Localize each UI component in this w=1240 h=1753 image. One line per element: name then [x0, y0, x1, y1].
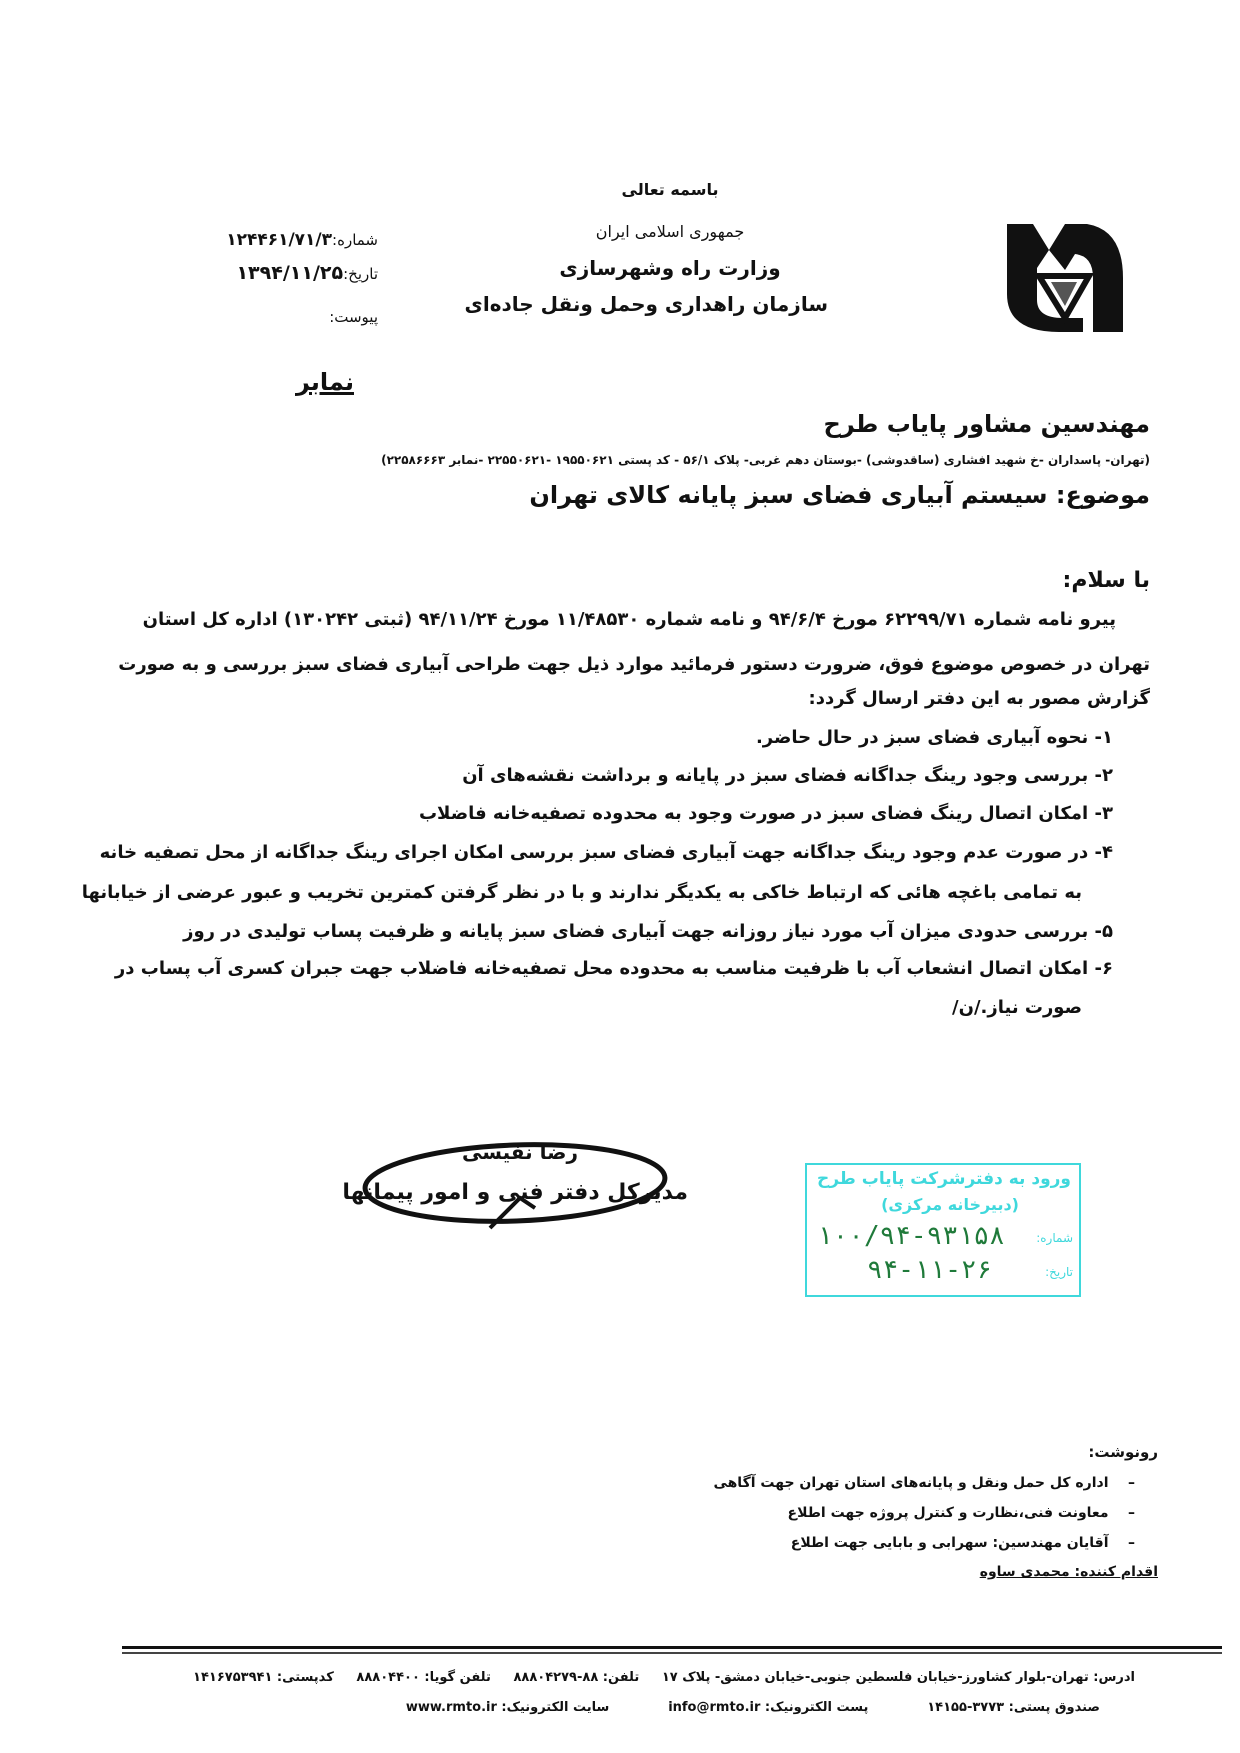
footer-rule	[122, 1646, 1222, 1649]
footer-address: ادرس: تهران-بلوار کشاورز-خیابان فلسطین جنوبی-خیابان دمشق- پلاک ۱۷	[661, 1670, 1135, 1685]
stamp-number-label: شماره:	[1036, 1231, 1073, 1245]
cc-item	[788, 1505, 1135, 1521]
cc-item-text: اداره کل حمل ونقل و پایانه‌های استان تهران جهت آگاهی	[713, 1475, 1109, 1491]
list-item-5	[183, 921, 1113, 942]
list-item-4	[100, 842, 1113, 863]
stamp-title: ورود به دفترشرکت پایاب طرح	[816, 1169, 1071, 1189]
item-number: ۱-	[1094, 727, 1113, 748]
number-value: ۱۲۴۴۶۱/۷۱/۳	[226, 230, 333, 250]
body-line: پیرو نامه شماره ۶۲۲۹۹/۷۱ مورخ ۹۴/۶/۴ و نامه شماره ۱۱/۴۸۵۳۰ مورخ ۹۴/۱۱/۲۴ (ثبتی ۱۳۰۲۴۲) اداره کل استان	[142, 609, 1116, 630]
ministry-name: وزارت راه وشهرسازی	[559, 256, 781, 280]
cc-action: اقدام کننده: محمدی ساوه	[979, 1564, 1158, 1580]
cc-label: رونوشت:	[1088, 1443, 1158, 1461]
stamp-subtitle: (دبیرخانه مرکزی)	[881, 1195, 1019, 1214]
receipt-stamp	[805, 1163, 1081, 1297]
list-item-1	[756, 727, 1113, 748]
number-label: شماره:	[332, 231, 378, 249]
item-number: ۳-	[1094, 803, 1113, 824]
stamp-number-value: ۱۰۰/۹۴-۹۳۱۵۸	[817, 1221, 1005, 1251]
dash-bullet: –	[1128, 1535, 1135, 1551]
footer-voice-phone: تلفن گویا: ۸۸۸۰۴۴۰۰	[356, 1670, 491, 1685]
greeting: با سلام:	[1062, 568, 1150, 593]
attachment-label: پیوست:	[329, 308, 378, 326]
item-text: امکان اتصال انشعاب آب با ظرفیت مناسب به محدوده محل تصفیه‌خانه فاضلاب جهت جبران کسری آب پساب در	[114, 958, 1089, 979]
stamp-date-label: تاریخ:	[1045, 1265, 1073, 1279]
dash-bullet: –	[1128, 1475, 1135, 1491]
item-text: نحوه آبیاری فضای سبز در حال حاضر.	[755, 727, 1089, 748]
signatory-title: مدیرکل دفتر فنی و امور پیمانها	[342, 1180, 688, 1205]
footer-po-box: صندوق پستی: ۳۷۷۳-۱۴۱۵۵	[927, 1700, 1100, 1715]
date-label: تاریخ:	[343, 265, 378, 283]
item-number: ۲-	[1094, 765, 1113, 786]
list-item-4-cont: به تمامی باغچه هائی که ارتباط خاکی به یکدیگر ندارند و با در نظر گرفتن کمترین تخریب و عبور عرضی از خیابانها	[81, 882, 1082, 903]
list-item-6-cont: صورت نیاز./ن/	[952, 997, 1082, 1018]
fax-label: نمابر	[295, 368, 354, 396]
subject: موضوع: سیستم آبیاری فضای سبز پایانه کالای تهران	[529, 481, 1150, 509]
footer-phone: تلفن: ۸۸-۸۸۸۰۴۲۷۹	[513, 1670, 640, 1685]
footer-contact-line	[406, 1700, 1100, 1715]
footer-address-line	[193, 1670, 1135, 1685]
body-line: تهران در خصوص موضوع فوق، ضرورت دستور فرمائید موارد ذیل جهت طراحی آبیاری فضای سبز بررسی و به صورت	[118, 654, 1150, 675]
footer-rule-thin	[122, 1652, 1222, 1654]
organization-name: سازمان راهداری وحمل ونقل جاده‌ای	[464, 292, 828, 316]
item-number: ۵-	[1094, 921, 1113, 942]
cc-item-text: آقایان مهندسین: سهرابی و بابایی جهت اطلاع	[790, 1535, 1109, 1551]
list-item-6	[115, 958, 1113, 979]
stamp-date-value: ۹۴-۱۱-۲۶	[867, 1255, 993, 1285]
recipient-name: مهندسین مشاور پایاب طرح	[823, 410, 1150, 438]
date-value: ۱۳۹۴/۱۱/۲۵	[236, 262, 344, 284]
signatory-name: رضا نفیسی	[462, 1140, 578, 1164]
item-text: امکان اتصال رینگ فضای سبز در صورت وجود به محدوده تصفیه‌خانه فاضلاب	[418, 803, 1089, 824]
dash-bullet: –	[1128, 1505, 1135, 1521]
rmto-logo-icon	[1003, 220, 1127, 336]
recipient-address: (تهران- پاسداران -خ شهید افشاری (ساقدوشی) -بوستان دهم غربی- پلاک ۵۶/۱ - کد پستی ۱۹۵۵۰۶۲۱ -۲۲۵۵۰۶۲۱ -نمابر ۲۲۵۸۶۶۶۳)	[381, 453, 1150, 467]
letter-date	[236, 262, 378, 284]
item-number: ۶-	[1094, 958, 1113, 979]
list-item-2	[462, 765, 1113, 786]
country-name: جمهوری اسلامی ایران	[595, 222, 745, 241]
item-text: بررسی حدودی میزان آب مورد نیاز روزانه جهت آبیاری فضای سبز پایانه و ظرفیت پساب تولیدی در روز	[183, 921, 1089, 942]
cc-item	[713, 1475, 1135, 1491]
item-text: در صورت عدم وجود رینگ جداگانه جهت آبیاری فضای سبز بررسی امکان اجرای رینگ جداگانه از محل تصفیه خانه	[99, 842, 1089, 863]
footer-email[interactable]: پست الکترونیک: info@rmto.ir	[668, 1700, 869, 1715]
item-number: ۴-	[1094, 842, 1113, 863]
footer-postal-code: کدپستی: ۱۴۱۶۷۵۳۹۴۱	[193, 1670, 334, 1685]
cc-item-text: معاونت فنی،نظارت و کنترل پروژه جهت اطلاع	[787, 1505, 1109, 1521]
letter-number	[226, 230, 378, 250]
list-item-3	[419, 803, 1113, 824]
item-text: بررسی وجود رینگ جداگانه فضای سبز در پایانه و برداشت نقشه‌های آن	[462, 765, 1089, 786]
footer-website[interactable]: سایت الکترونیک: www.rmto.ir	[405, 1700, 610, 1715]
cc-item	[791, 1535, 1135, 1551]
body-line: گزارش مصور به این دفتر ارسال گردد:	[808, 688, 1150, 709]
invocation: باسمه تعالی	[621, 180, 719, 199]
